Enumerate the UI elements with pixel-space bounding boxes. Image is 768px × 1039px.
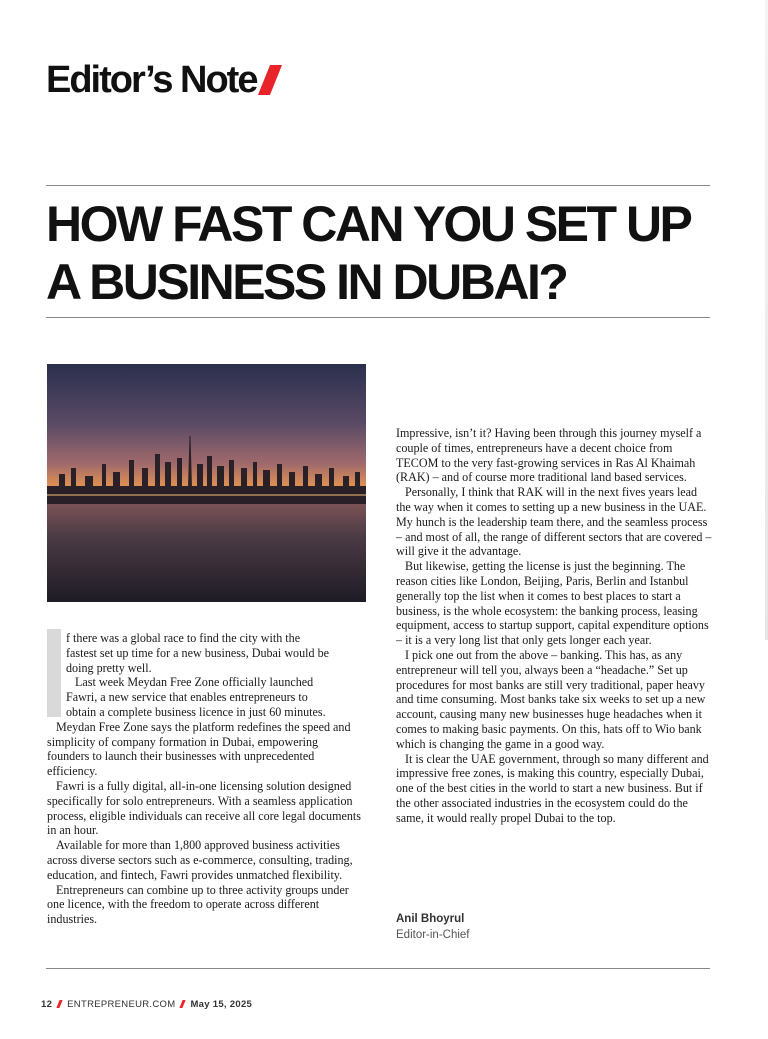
accent-slash-icon (57, 1000, 63, 1008)
accent-slash-icon (258, 65, 282, 95)
author-title: Editor-in-Chief (396, 929, 470, 941)
site-name: ENTREPRENEUR.COM (67, 999, 176, 1010)
lead-line: fastest set up time for a new business, Dubai would be (66, 645, 329, 660)
lead-line: f there was a global race to find the city with the (66, 631, 301, 645)
accent-slash-icon (180, 1000, 186, 1008)
page-footer (41, 999, 252, 1010)
lead-line: doing pretty well. (66, 660, 152, 675)
body-paragraph: Personally, I think that RAK will in the next fives years lead the way when it comes to setting up a new business in the UAE. My hunch is the leadership team there, and the seamless process – and most of all, the range of different sectors that are covered – will give it the advantage. (396, 485, 712, 559)
body-paragraph: It is clear the UAE government, through so many different and impressive free zones, is making this country, especially Dubai, one of the best cities in the world to start a new business. But if the other associated industries in the ecosystem could do the same, it would really propel Dubai to the top. (396, 751, 709, 825)
section-title-text: Editor’s Note (46, 59, 257, 101)
headline-line-2: A BUSINESS IN DUBAI? (46, 254, 567, 310)
headline-line-1: HOW FAST CAN YOU SET UP (46, 196, 691, 252)
headline-top-rule (46, 185, 710, 186)
issue-date: May 15, 2025 (190, 999, 253, 1010)
body-paragraph: Fawri is a fully digital, all-in-one licensing solution designed specifically for solo entrepreneurs. With a seamless application process, eligible individuals can receive all core legal documents in an hour. (47, 778, 361, 838)
dubai-skyline-photo (47, 364, 366, 602)
footer-rule (46, 968, 710, 969)
lead-line: Fawri, a new service that enables entrepreneurs to (66, 690, 308, 705)
lead-line: Last week Meydan Free Zone officially launched (75, 675, 314, 690)
body-paragraph: I pick one out from the above – banking. This has, as any entrepreneur will tell you, always been a “headache.” Set up procedures for most banks are still very traditional, paper heavy and time consuming. Most banks take six weeks to set up a new account, causing many new businesses huge headaches when it comes to making basic payments. On this, hats off to Wio bank which is changing the game in a good way. (396, 647, 706, 751)
body-paragraph: Meydan Free Zone says the platform redefines the speed and simplicity of company formation in Dubai, empowering founders to launch their businesses with unprecedented efficiency. (47, 719, 351, 779)
lead-line: obtain a complete business licence in just 60 minutes. (66, 704, 326, 719)
headline (46, 195, 726, 311)
lead-paragraph (47, 631, 363, 720)
page-number: 12 (41, 999, 53, 1010)
author-name: Anil Bhoyrul (396, 913, 465, 925)
body-paragraph: Entrepreneurs can combine up to three activity groups under one licence, with the freedom to operate across different industries. (47, 882, 349, 927)
section-title (46, 58, 276, 102)
right-column (396, 426, 712, 826)
body-paragraph: But likewise, getting the license is just the beginning. The reason cities like London, Beijing, Paris, Berlin and Istanbul generally top the list when it comes to best places to start a business, is the whole ecosystem: the banking process, leasing equipment, access to startup support, capital expenditure options – it is a very long list that only gets longer each year. (396, 559, 709, 648)
body-paragraph: Impressive, isn’t it? Having been through this journey myself a couple of times, entrepreneurs have a decent choice from TECOM to the very fast-growing services in Ras Al Khaimah (RAK) – and of course more traditional land based services. (396, 426, 702, 485)
left-column (47, 631, 363, 927)
headline-bottom-rule (46, 317, 710, 318)
body-paragraph: Available for more than 1,800 approved business activities across diverse sectors such as e-commerce, consulting, trading, education, and fintech, Fawri provides unmatched flexibility. (47, 838, 353, 882)
